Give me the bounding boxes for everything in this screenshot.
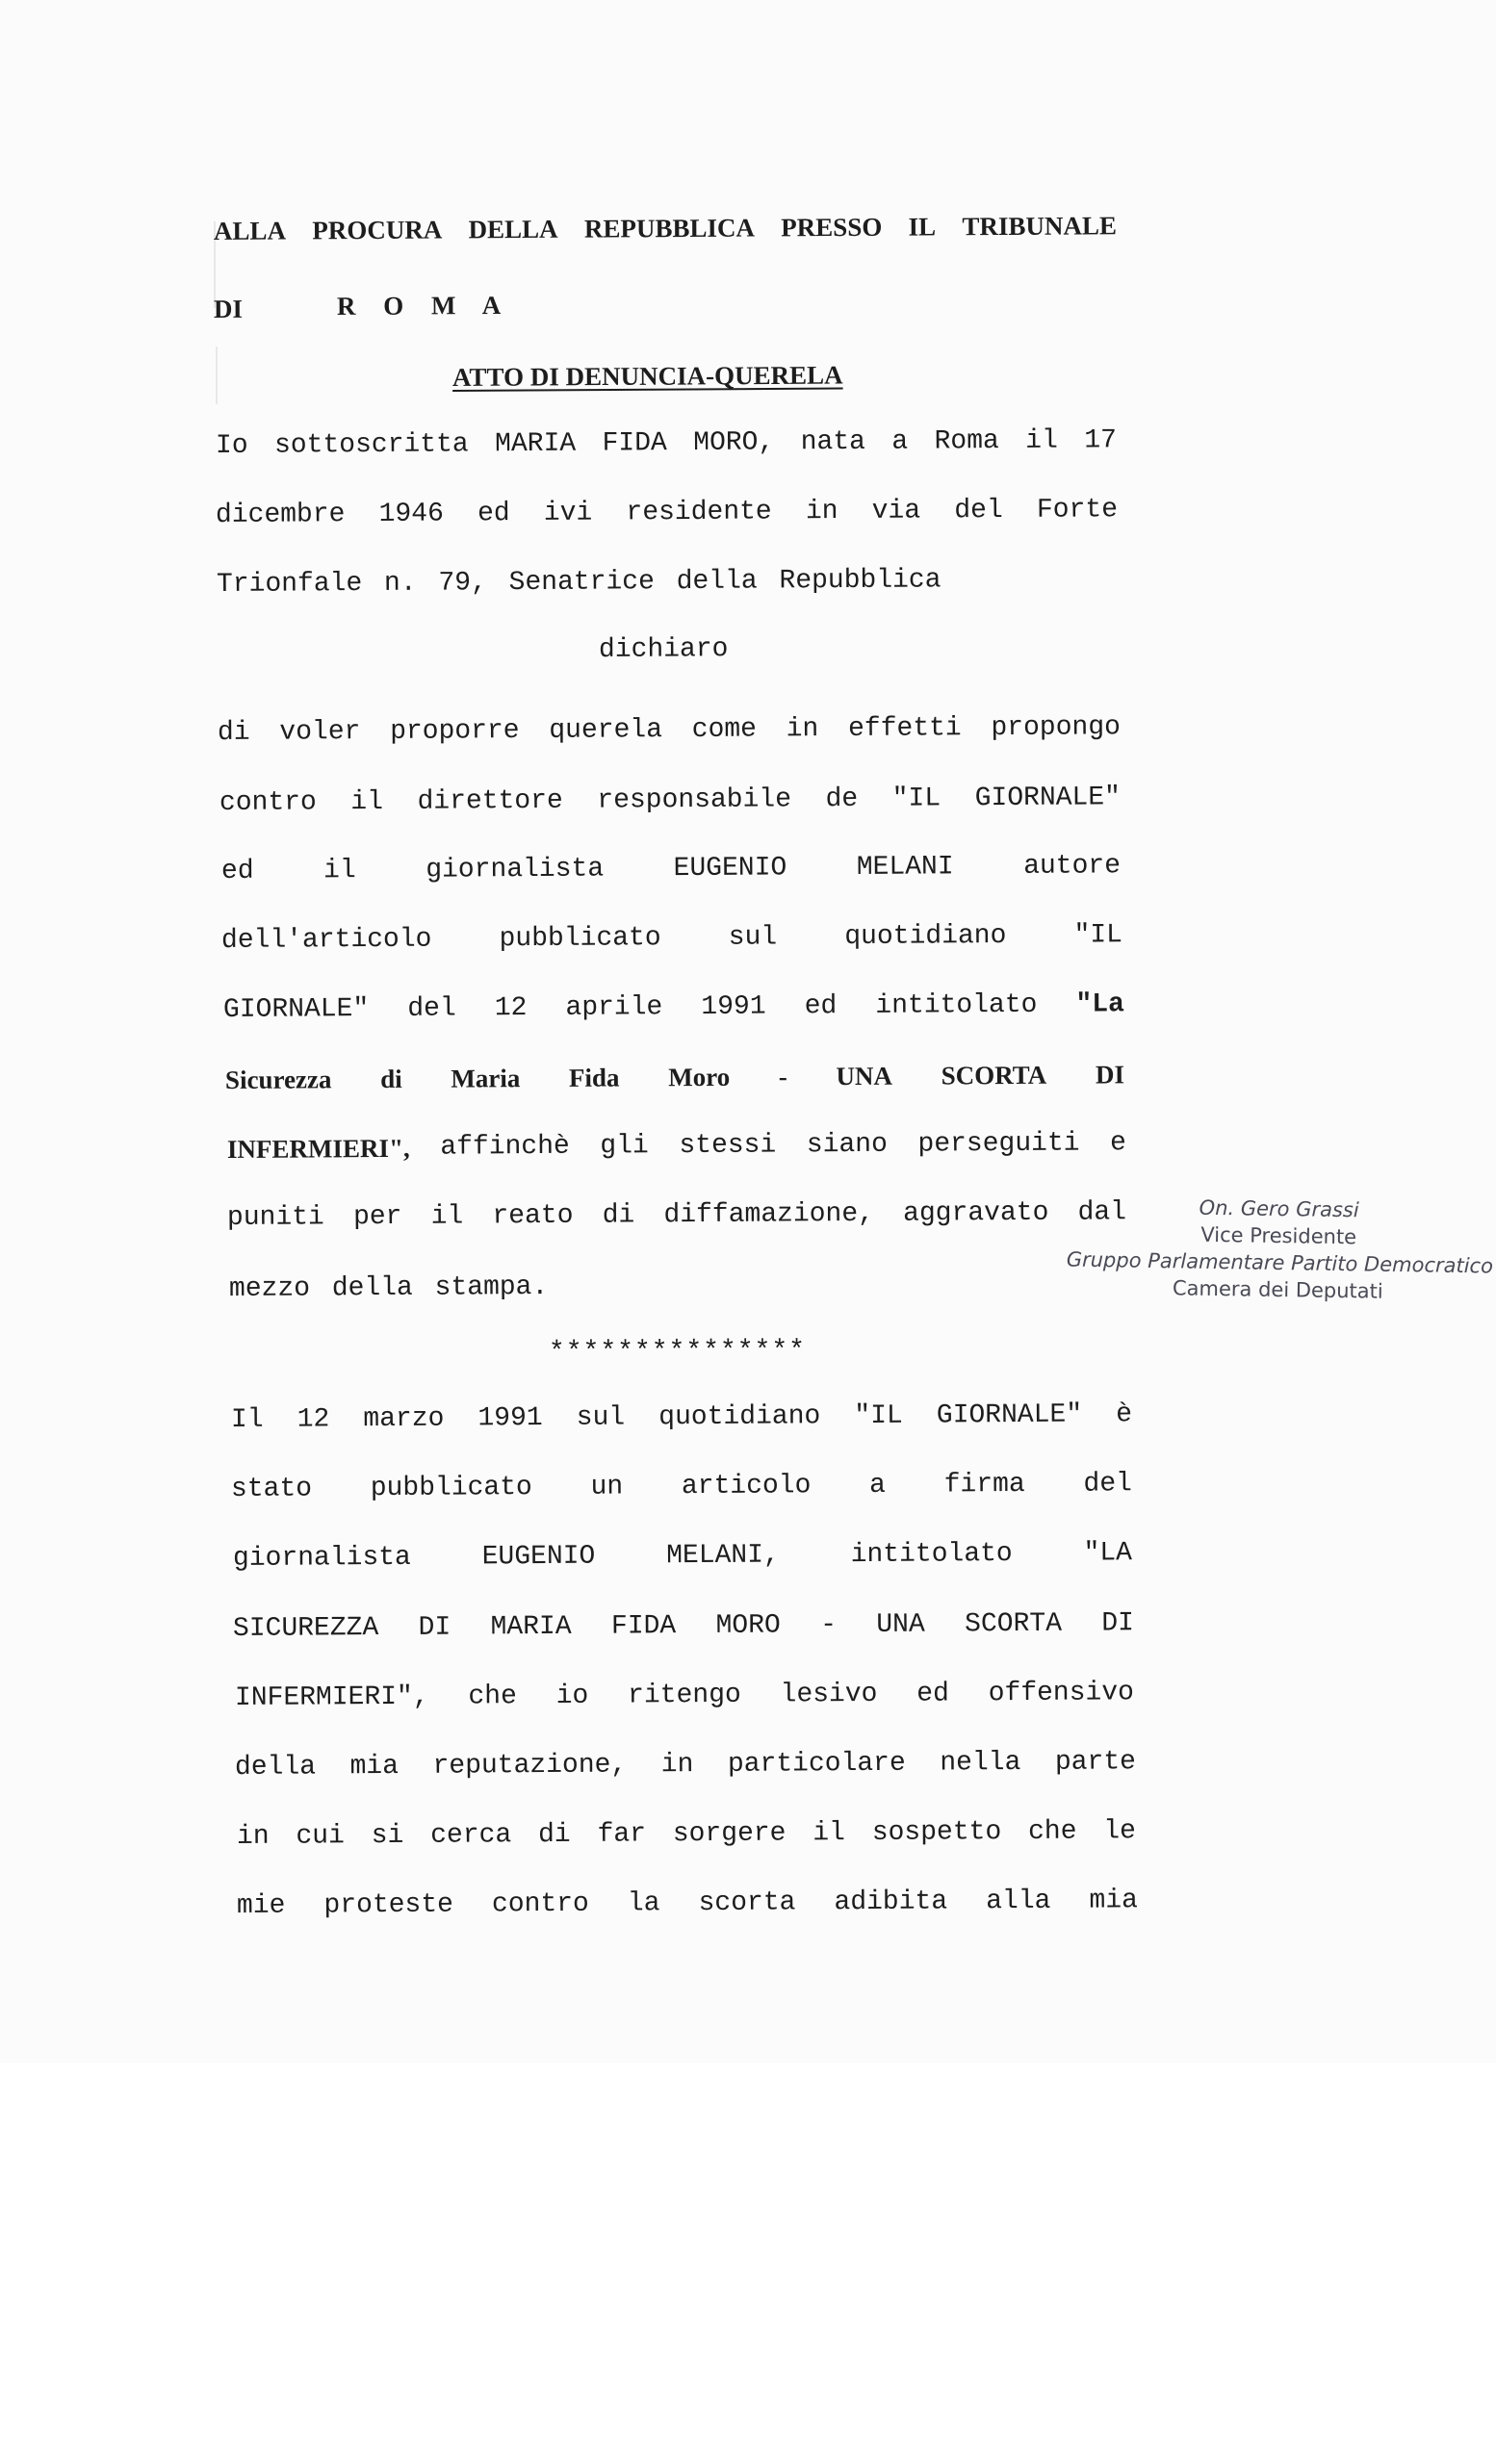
word: direttore <box>417 785 563 817</box>
word: 17 <box>1084 425 1117 456</box>
word: ALLA <box>213 216 287 245</box>
narrative-line-5 <box>235 1676 1134 1716</box>
narrative-line-1 <box>231 1398 1132 1438</box>
left-margin-mark <box>216 346 218 404</box>
word: affinchè <box>440 1131 570 1163</box>
word: FIDA <box>610 1611 677 1642</box>
word: effetti <box>847 713 962 744</box>
line-text: Trionfale n. 79, Senatrice della Repubblica <box>216 565 941 600</box>
word: di <box>380 1064 402 1094</box>
word: quotidiano <box>844 921 1007 953</box>
word: dell'articolo <box>220 924 432 956</box>
city-name <box>337 288 501 323</box>
complaint-line-8 <box>227 1195 1126 1236</box>
word: perseguiti <box>917 1128 1080 1160</box>
word: il <box>1025 425 1058 456</box>
word: "IL <box>891 783 941 814</box>
intro-line-3 <box>217 563 941 603</box>
complaint-line-9 <box>229 1270 548 1307</box>
word: a <box>891 426 909 457</box>
complaint-line-5 <box>223 988 1124 1028</box>
word: nella <box>940 1748 1021 1779</box>
word: mia <box>1089 1886 1138 1916</box>
word: della <box>234 1752 317 1783</box>
word: adibita <box>834 1886 948 1918</box>
narrative-line-8 <box>237 1884 1138 1924</box>
word: sul <box>728 922 778 953</box>
word: e <box>1110 1128 1127 1159</box>
complaint-line-4 <box>221 918 1122 959</box>
word: propongo <box>991 712 1121 744</box>
word: firma <box>943 1469 1025 1501</box>
word: reato <box>492 1200 574 1232</box>
addressee-line <box>214 208 1117 248</box>
word: mia <box>349 1751 400 1783</box>
narrative-line-3 <box>233 1536 1132 1577</box>
word: diffamazione, <box>663 1198 875 1231</box>
word: IL <box>908 212 937 242</box>
word: SICUREZZA <box>232 1613 379 1644</box>
word: quotidiano <box>658 1401 821 1433</box>
word: GIORNALE" <box>974 783 1122 814</box>
word: PRESSO <box>781 212 883 243</box>
word: ed <box>804 991 838 1022</box>
word: MARIA <box>495 428 577 460</box>
word: il <box>812 1818 846 1849</box>
word: sospetto <box>871 1817 1002 1848</box>
word: la <box>627 1888 660 1919</box>
word: io <box>555 1681 589 1711</box>
word: lesivo <box>780 1679 878 1710</box>
stamp-group: Gruppo Parlamentare Partito Democratico <box>1066 1247 1494 1278</box>
narrative-line-2 <box>231 1467 1132 1507</box>
word: MELANI <box>856 852 954 883</box>
word: "IL <box>854 1400 903 1432</box>
word: cui <box>296 1821 345 1852</box>
word: MORO, <box>693 427 775 458</box>
word: de <box>825 783 859 815</box>
word: puniti <box>226 1202 324 1233</box>
word: 12 <box>494 993 528 1024</box>
word: stessi <box>679 1130 777 1162</box>
word: - <box>778 1062 787 1091</box>
word: EUGENIO <box>673 853 787 885</box>
word: marzo <box>363 1403 445 1435</box>
word: il <box>323 856 356 886</box>
word: responsabile <box>597 784 792 816</box>
word: "IL <box>1073 920 1123 951</box>
word: come <box>691 714 758 745</box>
word: EUGENIO <box>481 1541 596 1573</box>
word: parte <box>1054 1747 1137 1778</box>
word: querela <box>549 715 663 746</box>
word: di <box>537 1819 571 1851</box>
word: MORO <box>715 1610 781 1641</box>
word: in <box>805 497 838 527</box>
word: ed <box>477 499 510 529</box>
word: intitolato <box>850 1539 1013 1571</box>
complaint-line-1 <box>218 710 1121 751</box>
word: autore <box>1023 851 1122 882</box>
word: GIORNALE" <box>936 1399 1083 1431</box>
word: SCORTA <box>941 1060 1047 1091</box>
word: pubblicato <box>370 1473 532 1504</box>
word: Moro <box>668 1062 731 1092</box>
word: particolare <box>727 1748 906 1780</box>
word: INFERMIERI", <box>234 1681 429 1713</box>
city-prefix: DI <box>213 294 244 323</box>
word: del <box>1083 1469 1132 1500</box>
word: sottoscritta <box>273 429 469 461</box>
word: ed <box>220 856 254 886</box>
word: DELLA <box>468 214 558 244</box>
word: stato <box>230 1474 313 1504</box>
word: aggravato <box>903 1197 1049 1229</box>
word: via <box>871 496 921 526</box>
word: TRIBUNALE <box>962 211 1118 242</box>
word: per <box>352 1201 402 1233</box>
word: ritengo <box>628 1680 741 1711</box>
word: UNA <box>876 1609 925 1640</box>
word: aprile <box>565 992 663 1023</box>
word: DI <box>418 1612 451 1643</box>
word: un <box>590 1472 624 1502</box>
word: cerca <box>430 1820 512 1851</box>
word: che <box>468 1681 517 1712</box>
word: in <box>660 1750 694 1781</box>
addressee-city-line <box>214 292 243 326</box>
word: di <box>217 717 250 748</box>
word: in <box>786 714 819 745</box>
complaint-line-2 <box>219 781 1121 821</box>
word: contro <box>491 1888 589 1920</box>
word: in <box>236 1821 270 1852</box>
word: ed <box>916 1679 949 1709</box>
word: giornalista <box>426 854 605 886</box>
asterisk-separator <box>549 1334 806 1371</box>
word: che <box>1027 1816 1077 1847</box>
word: a <box>869 1470 887 1501</box>
word: GIORNALE" <box>222 994 370 1025</box>
word: INFERMIERI", <box>226 1133 410 1164</box>
word: gli <box>600 1131 649 1162</box>
word: Maria <box>451 1064 521 1093</box>
word: Fida <box>568 1063 620 1092</box>
word: sorgere <box>672 1818 787 1850</box>
word: offensivo <box>988 1678 1135 1709</box>
word: proteste <box>323 1889 454 1921</box>
word: REPUBBLICA <box>583 213 756 244</box>
stamp-chamber: Camera dei Deputati <box>1172 1276 1383 1303</box>
word: dal <box>1077 1197 1127 1228</box>
word: ivi <box>543 498 593 528</box>
word: - <box>820 1610 838 1641</box>
line-text: dichiaro <box>598 634 729 665</box>
word: MARIA <box>490 1611 572 1643</box>
line-text: mezzo della stampa. <box>228 1271 549 1304</box>
official-stamp <box>1066 1193 1494 1307</box>
word: 1991 <box>477 1403 543 1434</box>
word: sul <box>576 1402 626 1433</box>
word: Sicurezza <box>224 1065 332 1094</box>
word: residente <box>626 497 772 528</box>
complaint-line-6 <box>225 1057 1124 1097</box>
word: proporre <box>390 716 520 747</box>
narrative-line-4 <box>233 1606 1134 1647</box>
word: le <box>1103 1816 1137 1847</box>
word: scorta <box>698 1887 796 1919</box>
word: il <box>350 786 384 818</box>
narrative-line-7 <box>237 1814 1136 1855</box>
word: del <box>954 496 1003 526</box>
title-text: ATTO DI DENUNCIA-QUERELA <box>451 360 843 392</box>
word: Roma <box>934 426 999 457</box>
word: PROCURA <box>312 215 443 245</box>
word: il <box>430 1201 464 1232</box>
word: si <box>371 1820 404 1852</box>
city-text: R O M A <box>336 290 502 321</box>
word: contro <box>219 787 317 818</box>
word: "LA <box>1083 1538 1133 1569</box>
declaration-word <box>599 632 729 668</box>
document-title <box>452 358 843 395</box>
word: mie <box>236 1890 286 1921</box>
complaint-line-3 <box>221 849 1121 889</box>
word: UNA <box>836 1061 893 1091</box>
word: DI <box>1095 1060 1125 1090</box>
word: giornalista <box>232 1542 411 1574</box>
word: alla <box>986 1886 1051 1917</box>
word: Il <box>230 1404 264 1435</box>
word: 1991 <box>701 991 766 1022</box>
word: Io <box>215 430 248 461</box>
word: 12 <box>297 1404 330 1435</box>
stamp-role: Vice Presidente <box>1200 1222 1357 1249</box>
word: nata <box>800 426 865 458</box>
word: MELANI, <box>666 1540 780 1572</box>
word: Forte <box>1036 495 1119 526</box>
word: è <box>1116 1399 1133 1430</box>
narrative-line-6 <box>235 1745 1136 1785</box>
word: SCORTA <box>965 1608 1063 1640</box>
word: intitolato <box>875 989 1038 1021</box>
word: "La <box>1075 989 1124 1020</box>
word: FIDA <box>602 428 667 459</box>
word: 1946 <box>378 499 444 529</box>
word: pubblicato <box>499 923 661 955</box>
word: articolo <box>681 1471 812 1502</box>
word: voler <box>279 717 361 748</box>
separator-text: *************** <box>548 1336 807 1368</box>
word: far <box>597 1819 647 1850</box>
intro-line-2 <box>216 493 1118 533</box>
word: DI <box>1101 1608 1135 1639</box>
intro-line-1 <box>216 424 1117 464</box>
complaint-line-7 <box>227 1126 1126 1167</box>
word: siano <box>806 1129 888 1161</box>
word: dicembre <box>215 500 346 530</box>
word: reputazione, <box>432 1750 628 1782</box>
word: di <box>602 1200 635 1231</box>
stamp-name: On. Gero Grassi <box>1199 1195 1359 1222</box>
word: del <box>407 993 456 1024</box>
